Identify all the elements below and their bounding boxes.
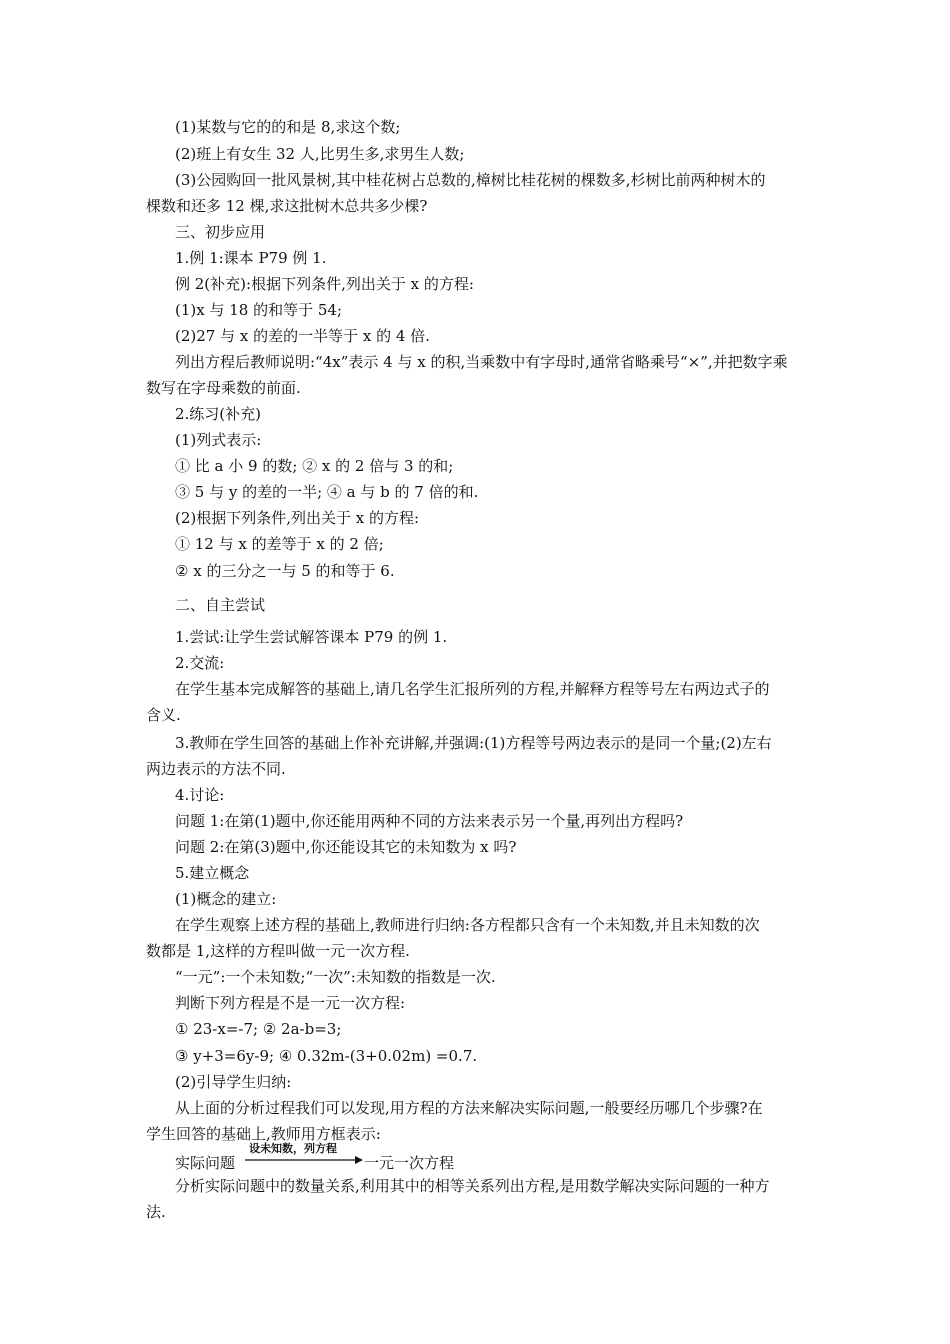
- text-line: (1)概念的建立:: [175, 890, 277, 908]
- text-line: (2)班上有女生 32 人,比男生多,求男生人数;: [175, 145, 465, 163]
- diagram-to-label: 一元一次方程: [364, 1154, 455, 1172]
- section-heading: 二、自主尝试: [175, 596, 266, 614]
- text-line: “一元”:一个未知数;“一次”:未知数的指数是一次.: [175, 968, 496, 986]
- text-line: 判断下列方程是不是一元一次方程:: [175, 994, 406, 1012]
- text-line: ② x 的三分之一与 5 的和等于 6.: [175, 562, 395, 580]
- text-line: 学生回答的基础上,教师用方框表示:: [146, 1125, 381, 1143]
- text-line: 列出方程后教师说明:“4x”表示 4 与 x 的积,当乘数中有字母时,通常省略乘号“×”,并把数字乘: [175, 353, 788, 371]
- text-line: 问题 2:在第(3)题中,你还能设其它的未知数为 x 吗?: [175, 838, 517, 856]
- text-line: 1.例 1:课本 P79 例 1.: [175, 249, 327, 267]
- text-line: 从上面的分析过程我们可以发现,用方程的方法来解决实际问题,一般要经历哪几个步骤?在: [175, 1099, 763, 1117]
- section-heading: 三、初步应用: [175, 223, 266, 241]
- text-line: ① 12 与 x 的差等于 x 的 2 倍;: [175, 535, 384, 553]
- text-line: 棵数和还多 12 棵,求这批树木总共多少棵?: [146, 197, 428, 215]
- text-line: 1.尝试:让学生尝试解答课本 P79 的例 1.: [175, 628, 448, 646]
- text-line: ③ 5 与 y 的差的一半; ④ a 与 b 的 7 倍的和.: [175, 483, 479, 501]
- diagram-arrow-label: 设未知数，列方程: [249, 1142, 337, 1155]
- text-line: (2)27 与 x 的差的一半等于 x 的 4 倍.: [175, 327, 430, 345]
- diagram-from-label: 实际问题: [175, 1154, 236, 1172]
- text-line: 问题 1:在第(1)题中,你还能用两种不同的方法来表示另一个量,再列出方程吗?: [175, 812, 684, 830]
- text-line: (2)引导学生归纳:: [175, 1073, 292, 1091]
- arrow-icon: [245, 1154, 365, 1166]
- text-line: 法.: [146, 1203, 166, 1221]
- text-line: 数写在字母乘数的前面.: [146, 379, 301, 397]
- text-line: ① 23-x=-7; ② 2a-b=3;: [175, 1020, 342, 1038]
- text-line: 两边表示的方法不同.: [146, 760, 286, 778]
- text-line: 数都是 1,这样的方程叫做一元一次方程.: [146, 942, 410, 960]
- text-line: 2.交流:: [175, 654, 225, 672]
- text-line: 在学生观察上述方程的基础上,教师进行归纳:各方程都只含有一个未知数,并且未知数的次: [175, 916, 760, 934]
- text-line: ③ y+3=6y-9; ④ 0.32m-(3+0.02m) =0.7.: [175, 1047, 478, 1065]
- text-line: (2)根据下列条件,列出关于 x 的方程:: [175, 509, 420, 527]
- text-line: (1)x 与 18 的和等于 54;: [175, 301, 343, 319]
- text-line: (3)公园购回一批风景树,其中桂花树占总数的,樟树比桂花树的棵数多,杉树比前两种树木的: [175, 171, 766, 189]
- text-line: 分析实际问题中的数量关系,利用其中的相等关系列出方程,是用数学解决实际问题的一种方: [175, 1177, 770, 1195]
- text-line: 5.建立概念: [175, 864, 250, 882]
- text-line: ① 比 a 小 9 的数; ② x 的 2 倍与 3 的和;: [175, 457, 454, 475]
- text-line: 在学生基本完成解答的基础上,请几名学生汇报所列的方程,并解释方程等号左右两边式子的: [175, 680, 770, 698]
- text-line: 2.练习(补充): [175, 405, 262, 423]
- process-diagram: [175, 1140, 575, 1170]
- text-line: 含义.: [146, 706, 181, 724]
- text-line: 3.教师在学生回答的基础上作补充讲解,并强调:(1)方程等号两边表示的是同一个量;(2)左右: [175, 734, 772, 752]
- text-line: 例 2(补充):根据下列条件,列出关于 x 的方程:: [175, 275, 474, 293]
- text-line: (1)列式表示:: [175, 431, 262, 449]
- text-line: 4.讨论:: [175, 786, 225, 804]
- text-line: (1)某数与它的的和是 8,求这个数;: [175, 118, 401, 136]
